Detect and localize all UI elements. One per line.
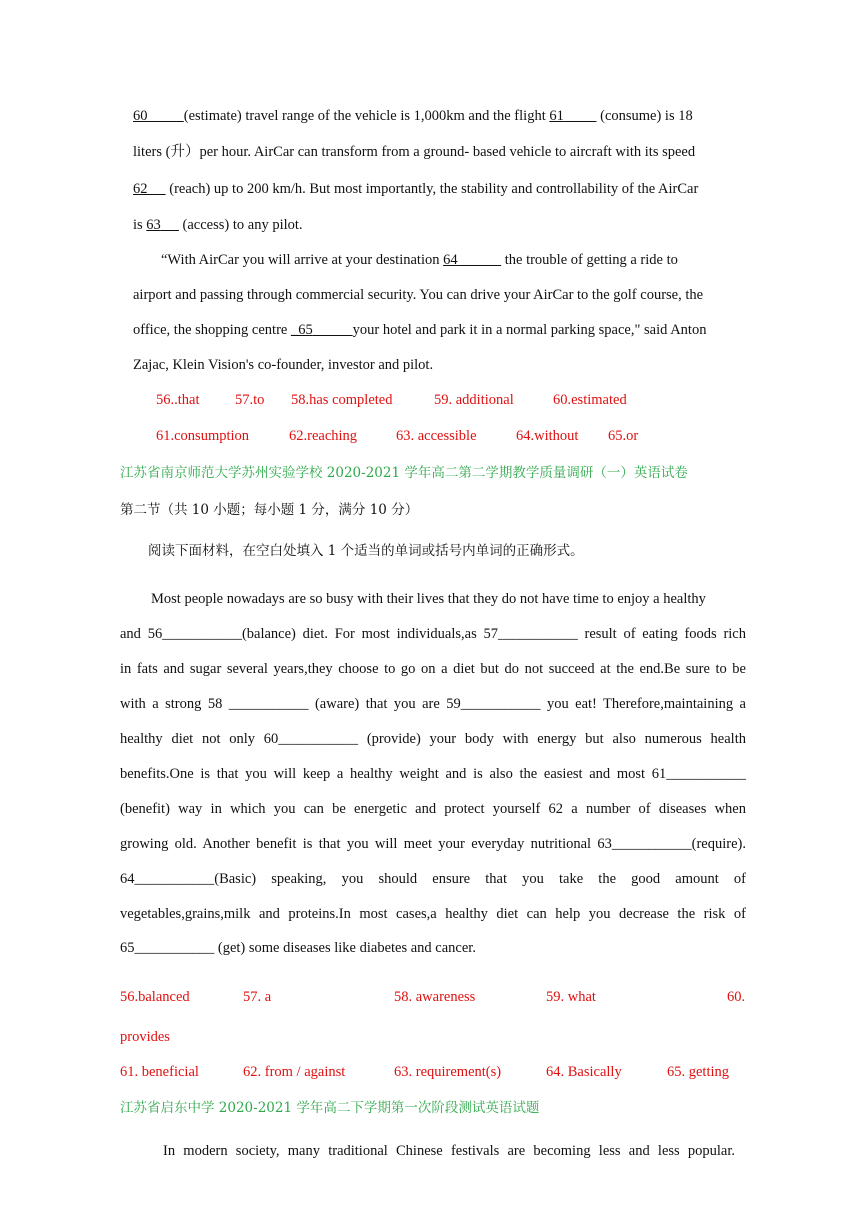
passage1-line-1: 60 (estimate) travel range of the vehicle is 1,000km and the flight 61 (consume) is 18 — [133, 108, 693, 124]
passage2-line-6: benefits.One is that you will keep a healthy weight and is also the easiest and most 61___________ — [120, 766, 746, 782]
passage1-line-5: “With AirCar you will arrive at your destination 64 the trouble of getting a ride to — [161, 252, 678, 268]
answer2-56: 56.balanced — [120, 989, 190, 1005]
answer2-58: 58. awareness — [394, 989, 476, 1005]
answer-58: 58.has completed — [291, 392, 393, 408]
answer-57: 57.to — [235, 392, 265, 408]
passage1-line-2: liters (升）per hour. AirCar can transform from a ground- based vehicle to aircraft with its speed — [133, 144, 696, 160]
passage2-line-9: 64___________(Basic) speaking, you should ensure that you take the good amount of — [120, 871, 746, 887]
instruction: 阅读下面材料，在空白处填入 1 个适当的单词或括号内单词的正确形式。 — [148, 543, 584, 559]
passage2-line-7: (benefit) way in which you can be energetic and protect yourself 62 a number of diseases when — [120, 801, 746, 817]
passage1-line-3: 62 (reach) up to 200 km/h. But most importantly, the stability and controllability of the AirCar — [133, 181, 699, 197]
passage2-line-2: and 56___________(balance) diet. For most individuals,as 57___________ result of eating foods rich — [120, 626, 746, 642]
answer-65: 65.or — [608, 428, 639, 444]
answer-62: 62.reaching — [289, 428, 358, 444]
passage1-line-7: office, the shopping centre _65 your hotel and park it in a normal parking space," said Anton — [133, 322, 707, 338]
passage1-line-4: is 63 (access) to any pilot. — [133, 217, 303, 233]
passage2-line-8: growing old. Another benefit is that you will meet your everyday nutritional 63___________(require). — [120, 836, 746, 852]
passage2-line-1: Most people nowadays are so busy with their lives that they do not have time to enjoy a healthy — [151, 591, 706, 607]
answer2-61: 61. beneficial — [120, 1064, 199, 1080]
blank-64: 64 — [443, 252, 458, 268]
passage1-line-8: Zajac, Klein Vision's co-founder, investor and pilot. — [133, 357, 434, 373]
passage2-line-5: healthy diet not only 60___________ (provide) your body with energy but also numerous health — [120, 731, 746, 747]
passage1-line-6: airport and passing through commercial security. You can drive your AirCar to the golf course, the — [133, 287, 704, 303]
answer2-59: 59. what — [546, 989, 596, 1005]
blank-63: 63 — [146, 217, 161, 233]
answer-63: 63. accessible — [396, 428, 477, 444]
answer2-57: 57. a — [243, 989, 272, 1005]
blank-62: 62 — [133, 181, 148, 197]
answer2-60: 60. — [727, 989, 746, 1005]
passage2-line-11: 65___________ (get) some diseases like diabetes and cancer. — [120, 940, 476, 956]
passage2-line-4: with a strong 58 ___________ (aware) that you are 59___________ you eat! Therefore,maintaining a — [120, 696, 746, 712]
section-heading: 第二节（共 10 小题；每小题 1 分，满分 10 分） — [120, 502, 419, 518]
source-title-3: 江苏省启东中学 2020-2021 学年高二下学期第一次阶段测试英语试题 — [120, 1100, 540, 1116]
source-title-2: 江苏省南京师范大学苏州实验学校 2020-2021 学年高二第二学期教学质量调研（一）英语试卷 — [120, 465, 688, 481]
answer-59: 59. additional — [434, 392, 514, 408]
blank-65: _65 — [290, 322, 313, 338]
passage2-line-3: in fats and sugar several years,they choose to go on a diet but do not succeed at the end.Be sure to be — [120, 661, 746, 677]
blank-61: 61 — [549, 108, 564, 124]
answer2-63: 63. requirement(s) — [394, 1064, 502, 1080]
answer-64: 64.without — [516, 428, 579, 444]
answer-56: 56..that — [156, 392, 200, 408]
answer2-60-continued: provides — [120, 1029, 170, 1045]
blank-60: 60 — [133, 108, 148, 124]
answer2-64: 64. Basically — [546, 1064, 622, 1080]
passage2-line-10: vegetables,grains,milk and proteins.In most cases,a healthy diet can help you decrease the risk of — [120, 906, 746, 922]
passage3-line-1: In modern society, many traditional Chinese festivals are becoming less and less popular. — [163, 1143, 735, 1159]
answer2-65: 65. getting — [667, 1064, 730, 1080]
answer-61: 61.consumption — [156, 428, 250, 444]
answer-60: 60.estimated — [553, 392, 627, 408]
answer2-62: 62. from / against — [243, 1064, 346, 1080]
